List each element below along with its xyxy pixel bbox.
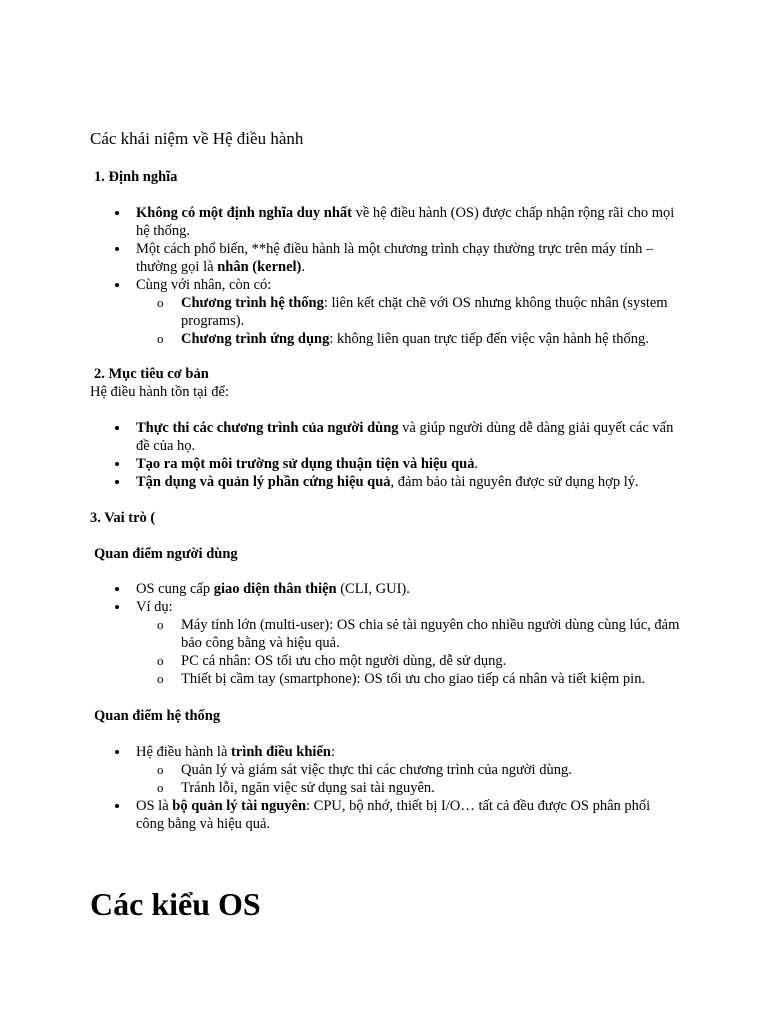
definition-list [136, 204, 681, 348]
item-text: OS là [136, 798, 173, 814]
bold-text: giao diện thân thiện [213, 581, 337, 597]
sub-list-item: o Thiết bị cầm tay (smartphone): OS tối ưu cho giao tiếp cá nhân và tiết kiệm pin. [181, 670, 681, 688]
item-text: Ví dụ: [136, 599, 173, 615]
section-heading-goals: 2. Mục tiêu cơ bản [94, 366, 209, 382]
sub-list-item: o Tránh lỗi, ngăn việc sử dụng sai tài nguyên. [181, 779, 681, 797]
goals-list [136, 419, 681, 491]
list-item [136, 204, 681, 240]
page-title: Các khái niệm về Hệ điều hành [90, 129, 304, 148]
item-text: về hệ điều hành (OS) được chấp nhận rộng rãi cho mọi hệ thống. [136, 205, 675, 239]
section-heading-os-types: Các kiểu OS [90, 886, 261, 922]
bold-text: trình điều khiển [231, 744, 331, 760]
bold-text: Không có một định nghĩa duy nhất [136, 205, 352, 221]
sub-list [181, 294, 681, 348]
item-text: Hệ điều hành là [136, 744, 232, 760]
list-item [136, 473, 681, 491]
subheading-user-view: Quan điểm người dùng [94, 546, 238, 562]
bold-text: Thực thi các chương trình của người dùng [136, 420, 399, 436]
sub-list-item [181, 294, 681, 330]
list-item [136, 419, 681, 455]
section-intro: Hệ điều hành tồn tại để: [90, 384, 229, 400]
section-heading-definition: 1. Định nghĩa [94, 169, 178, 185]
item-text: : liên kết chặt chẽ với OS nhưng không thuộc nhân (system programs). [181, 295, 668, 329]
item-text: OS cung cấp [136, 581, 214, 597]
item-text: . [301, 259, 306, 275]
sub-list-item: o Quản lý và giám sát việc thực thi các chương trình của người dùng. [181, 761, 681, 779]
item-text: : CPU, bộ nhớ, thiết bị I/O… tất cả đều được OS phân phối công bằng và hiệu quả. [136, 798, 651, 832]
list-item [136, 743, 681, 797]
item-text: : [330, 744, 335, 760]
system-view-list [136, 743, 681, 833]
sub-list-item: o Máy tính lớn (multi-user): OS chia sẻ tài nguyên cho nhiều người dùng cùng lúc, đảm bảo công bằng và hiệu quả. [181, 616, 681, 652]
list-item [136, 455, 681, 473]
bold-text: bộ quản lý tài nguyên [172, 798, 307, 814]
sub-list [181, 616, 681, 688]
list-item [136, 276, 681, 348]
bold-text: Chương trình hệ thống [181, 295, 324, 311]
item-text: và giúp người dùng dễ dàng giải quyết các vấn đề của họ. [136, 420, 674, 454]
sub-list [181, 761, 681, 797]
sub-list-item: o PC cá nhân: OS tối ưu cho một người dùng, dễ sử dụng. [181, 652, 681, 670]
item-text: . [474, 456, 479, 472]
section-heading-roles: 3. Vai trò ( [90, 510, 156, 526]
item-text: : không liên quan trực tiếp đến việc vận hành hệ thống. [329, 331, 649, 347]
list-item [136, 598, 681, 688]
item-text: , đảm bảo tài nguyên được sử dụng hợp lý. [390, 474, 639, 490]
item-text: Một cách phổ biến, **hệ điều hành là một chương trình chạy thường trực trên máy tính – thường gọi là [136, 241, 654, 275]
item-text: Cùng với nhân, còn có: [136, 277, 272, 293]
list-item [136, 580, 681, 598]
list-item [136, 797, 681, 833]
bold-text: nhân (kernel) [217, 259, 302, 275]
list-item [136, 240, 681, 276]
bold-text: Tạo ra một môi trường sử dụng thuận tiện và hiệu quả [136, 456, 475, 472]
bold-text: Chương trình ứng dụng [181, 331, 330, 347]
user-view-list [136, 580, 681, 688]
subheading-system-view: Quan điểm hệ thống [94, 708, 221, 724]
item-text: (CLI, GUI). [336, 581, 410, 597]
sub-list-item [181, 330, 681, 348]
bold-text: Tận dụng và quản lý phần cứng hiệu quả [136, 474, 391, 490]
